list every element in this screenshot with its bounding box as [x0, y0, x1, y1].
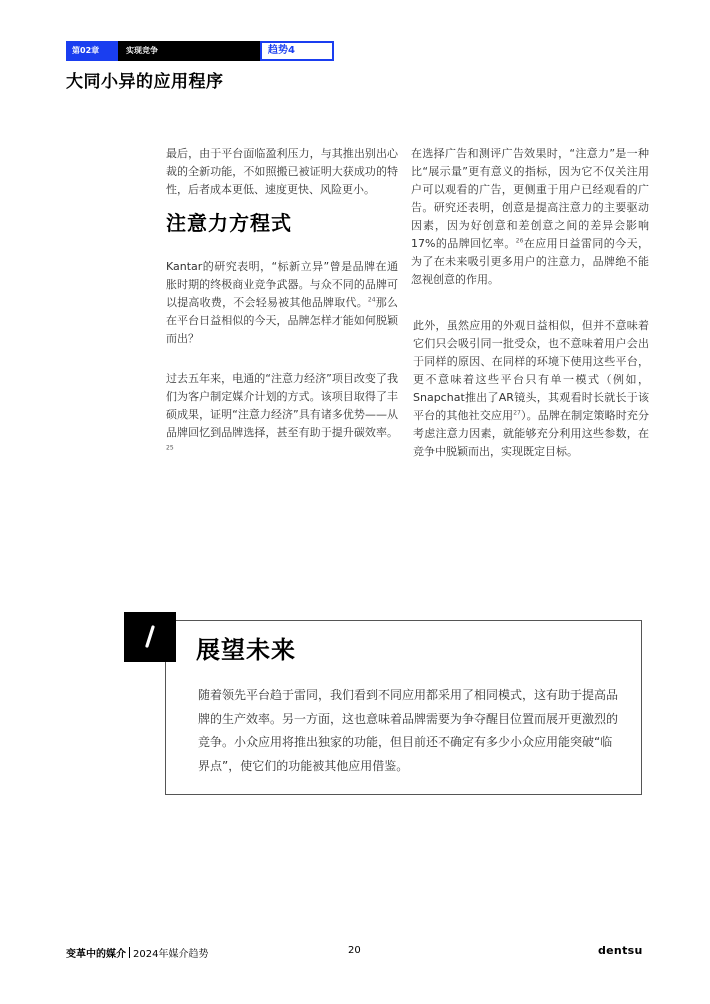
left-column-body	[166, 258, 398, 348]
footer-publication	[66, 945, 208, 960]
right-paragraph-2	[413, 317, 649, 461]
slash-marker	[124, 612, 176, 662]
footnote-ref-26: 26	[515, 237, 524, 245]
right-paragraph-2-text: 此外，虽然应用的外观日益相似，但并不意味着它们只会吸引同一批受众，也不意味着用户会出于同样的原因、在同样的环境下使用这些平台，更不意味着这些平台只有单一模式（例如，Snapchat推出了AR镜头，其观看时长就长于该平台的其他社交应用	[413, 319, 649, 422]
footer-publication-bold: 变革中的媒介	[66, 949, 126, 960]
chapter-header-bar	[66, 41, 334, 61]
left-column-heading-block	[166, 211, 398, 235]
footnote-ref-24: 24	[367, 296, 376, 304]
trend-label: 趋势4	[260, 41, 334, 61]
footer-publication-rest: 2024年媒介趋势	[133, 949, 209, 960]
left-paragraph-3	[166, 370, 398, 460]
right-paragraph-1-tail: 在应用日益雷同的今天，为了在未来吸引更多用户的注意力，品牌绝不能忽视创意的作用。	[411, 237, 649, 286]
outlook-text: 随着领先平台趋于雷同，我们看到不同应用都采用了相同模式，这有助于提高品牌的生产效率。另一方面，这也意味着品牌需要为争夺醒目位置而展开更激烈的竞争。小众应用将推出独家的功能，但目前还不确定有多少小众应用能突破“临界点”，使它们的功能被其他应用借鉴。	[198, 688, 619, 773]
attention-equation-heading: 注意力方程式	[166, 211, 292, 235]
page-title: 大同小异的应用程序	[66, 72, 224, 92]
right-paragraph-1	[411, 145, 649, 289]
left-paragraph-3-text: 过去五年来，电通的“注意力经济”项目改变了我们为客户制定媒介计划的方式。该项目取得了丰硕成果，证明“注意力经济”具有诸多优势——从品牌回忆到品牌选择，甚至有助于提升碳效率。	[166, 372, 398, 439]
footnote-ref-25: 25	[166, 444, 174, 452]
right-column-body	[411, 145, 649, 289]
right-column-body-2	[413, 317, 649, 461]
left-paragraph-2-text: Kantar的研究表明，“标新立异”曾是品牌在通胀时期的终极商业竞争武器。与众不同的品牌可以提高收费，不会轻易被其他品牌取代。	[166, 260, 398, 309]
left-paragraph-2	[166, 258, 398, 348]
dentsu-logo: dentsu	[598, 944, 643, 957]
right-paragraph-1-text: 在选择广告和测评广告效果时，“注意力”是一种比“展示量”更有意义的指标，因为它不仅关注用户可以观看的广告，更侧重于用户已经观看的广告。研究还表明，创意是提高注意力的主要驱动因素，因为好创意和差创意之间的差异会影响17%的品牌回忆率。	[411, 147, 649, 250]
right-paragraph-2-tail: ）。品牌在制定策略时充分考虑注意力因素，就能够充分利用这些参数，在竞争中脱颖而出，实现既定目标。	[413, 409, 650, 458]
left-column-intro	[166, 145, 398, 199]
slash-icon	[124, 612, 176, 662]
footer-separator	[129, 947, 130, 958]
left-column-body-2	[166, 370, 398, 460]
outlook-title: 展望未来	[196, 636, 296, 664]
footnote-ref-27: 27	[513, 409, 521, 417]
left-paragraph-1: 最后，由于平台面临盈利压力，与其推出别出心裁的全新功能，不如照搬已被证明大获成功的特性，后者成本更低、速度更快、风险更小。	[166, 147, 398, 196]
section-label: 实现竞争	[118, 41, 260, 61]
chapter-label: 第02章	[66, 41, 118, 61]
left-paragraph-2-tail: 那么在平台日益相似的今天，品牌怎样才能如何脱颖而出？	[166, 296, 398, 345]
page-number: 20	[348, 945, 361, 956]
